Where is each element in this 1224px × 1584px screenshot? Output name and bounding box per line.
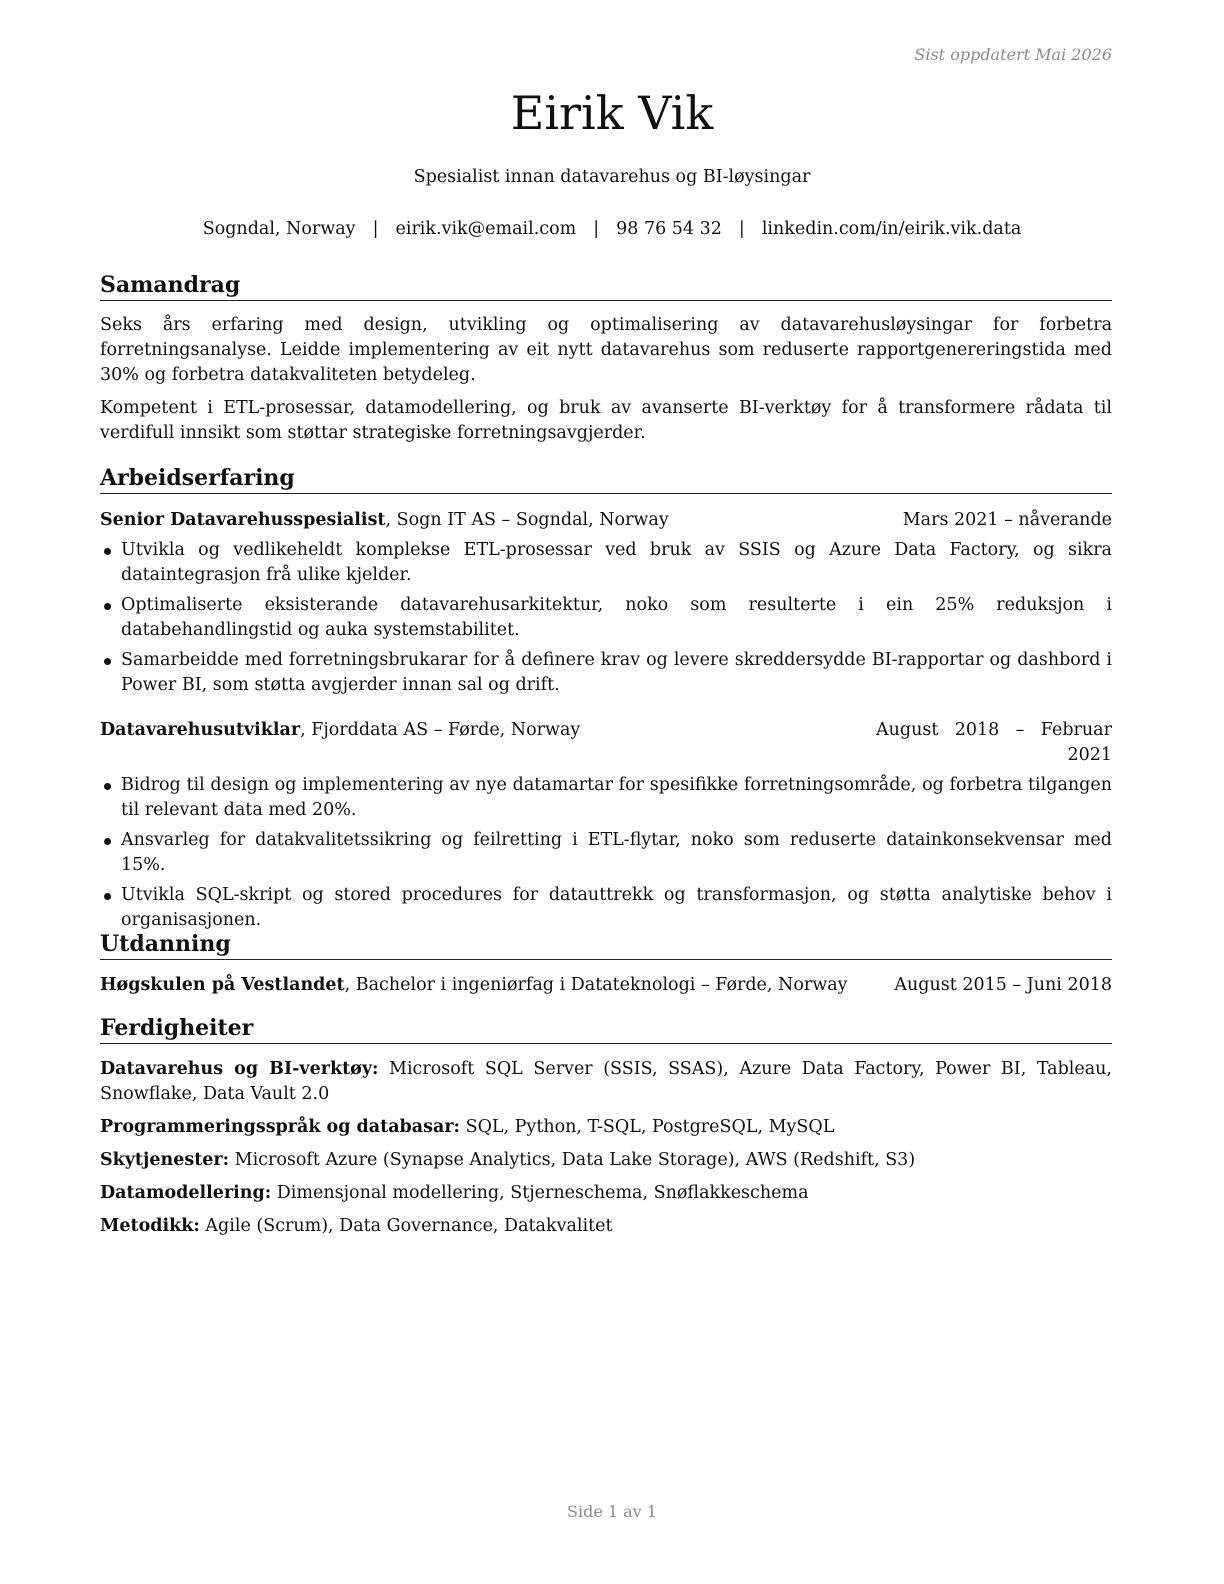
skill-row [100, 1057, 1112, 1107]
job-company: , Fjorddata AS – Førde, Norway [300, 720, 581, 740]
contact-linkedin[interactable]: linkedin.com/in/eirik.vik.data [761, 219, 1022, 239]
job-bullet: Optimaliserte eksisterande datavarehusarkitektur, noko som resulterte i ein 25% reduksjon i databehandlingstid og auka systemstabilitet. [100, 593, 1112, 643]
skill-value: Dimensjonal modellering, Stjerneschema, Snøflakkeschema [271, 1183, 809, 1203]
education-entry [100, 973, 1112, 998]
job-title-line [100, 508, 669, 533]
skill-value: Microsoft Azure (Synapse Analytics, Data Lake Storage), AWS (Redshift, S3) [229, 1150, 916, 1170]
skill-label: Metodikk: [100, 1216, 200, 1236]
section-title-experience: Arbeidserfaring [100, 465, 1112, 494]
skill-label: Programmeringsspråk og databasar: [100, 1117, 461, 1137]
experience-section [100, 465, 1112, 933]
education-section [100, 931, 1112, 998]
summary-paragraph: Kompetent i ETL-prosessar, datamodellering, og bruk av avanserte BI-verktøy for å transformere rådata til verdifull innsikt som støttar strategiske forretningsavgjerder. [100, 398, 1112, 443]
job-role: Senior Datavarehusspesialist [100, 510, 386, 530]
job-company: , Sogn IT AS – Sogndal, Norway [385, 510, 669, 530]
tagline: Spesialist innan datavarehus og BI-løysingar [413, 167, 811, 187]
job-bullet: Bidrog til design og implementering av nye datamartar for spesifikke forretningsområde, og forbetra tilgangen til relevant data med 20%. [100, 773, 1112, 823]
education-dates: August 2015 – Juni 2018 [894, 975, 1112, 995]
summary-section [100, 272, 1112, 446]
contact-separator: | [372, 219, 379, 239]
skills-section [100, 1015, 1112, 1239]
skill-row [100, 1148, 1112, 1173]
job-entry [100, 508, 1112, 698]
last-updated: Sist oppdatert Mai 2026 [914, 45, 1112, 64]
section-title-skills: Ferdigheiter [100, 1015, 1112, 1044]
page-number: Side 1 av 1 [567, 1502, 657, 1521]
skill-label: Datamodellering: [100, 1183, 272, 1203]
contact-email[interactable]: eirik.vik@email.com [395, 219, 577, 239]
job-bullet: Utvikla SQL-skript og stored procedures for datauttrekk og transformasjon, og støtta analytiske behov i organisasjonen. [100, 883, 1112, 933]
skill-value: SQL, Python, T-SQL, PostgreSQL, MySQL [460, 1117, 835, 1137]
job-title-line [100, 718, 580, 743]
job-header [100, 508, 1112, 533]
skill-value: Agile (Scrum), Data Governance, Datakvalitet [199, 1216, 613, 1236]
job-role: Datavarehusutviklar [100, 720, 301, 740]
skill-row [100, 1181, 1112, 1206]
skill-label: Skytjenester: [100, 1150, 230, 1170]
job-dates: August 2018 – Februar 2021 [876, 720, 1112, 765]
job-header [100, 718, 1112, 768]
skill-label: Datavarehus og BI-verktøy: [100, 1059, 379, 1079]
skill-value: Microsoft SQL Server (SSIS, SSAS), Azure Data Factory, Power BI, Tableau, Snowflake, Data Vault 2.0 [100, 1059, 1112, 1104]
contact-location: Sogndal, Norway [202, 219, 356, 239]
section-title-education: Utdanning [100, 931, 1112, 960]
job-entry [100, 718, 1112, 933]
contact-separator: | [738, 219, 745, 239]
job-dates: Mars 2021 – nåverande [902, 510, 1112, 530]
education-school: Høgskulen på Vestlandet [100, 975, 345, 995]
summary-paragraph: Seks års erfaring med design, utvikling og optimalisering av datavarehusløysingar for forbetra forretningsanalyse. Leidde implementering av eit nytt datavarehus som reduserte rapportgenereringstida med 30% og forbetra datakvaliteten betydeleg. [100, 315, 1112, 385]
section-title-summary: Samandrag [100, 272, 1112, 301]
skill-row [100, 1115, 1112, 1140]
job-bullet: Samarbeidde med forretningsbrukarar for å definere krav og levere skreddersydde BI-rapportar og dashbord i Power BI, som støtta avgjerder innan sal og drift. [100, 648, 1112, 698]
contact-separator: | [593, 219, 600, 239]
skill-row [100, 1214, 1112, 1239]
person-name: Eirik Vik [510, 86, 714, 140]
job-bullets [100, 773, 1112, 933]
job-bullet: Ansvarleg for datakvalitetssikring og feilretting i ETL-flytar, noko som reduserte datainkonsekvensar med 15%. [100, 828, 1112, 878]
contact-line [0, 219, 1224, 239]
education-detail: , Bachelor i ingeniørfag i Datateknologi – Førde, Norway [344, 975, 848, 995]
contact-phone: 98 76 54 32 [616, 219, 722, 239]
job-bullets [100, 538, 1112, 698]
job-bullet: Utvikla og vedlikeheldt komplekse ETL-prosessar ved bruk av SSIS og Azure Data Factory, og sikra dataintegrasjon frå ulike kjelder. [100, 538, 1112, 588]
education-title-line [100, 973, 848, 998]
